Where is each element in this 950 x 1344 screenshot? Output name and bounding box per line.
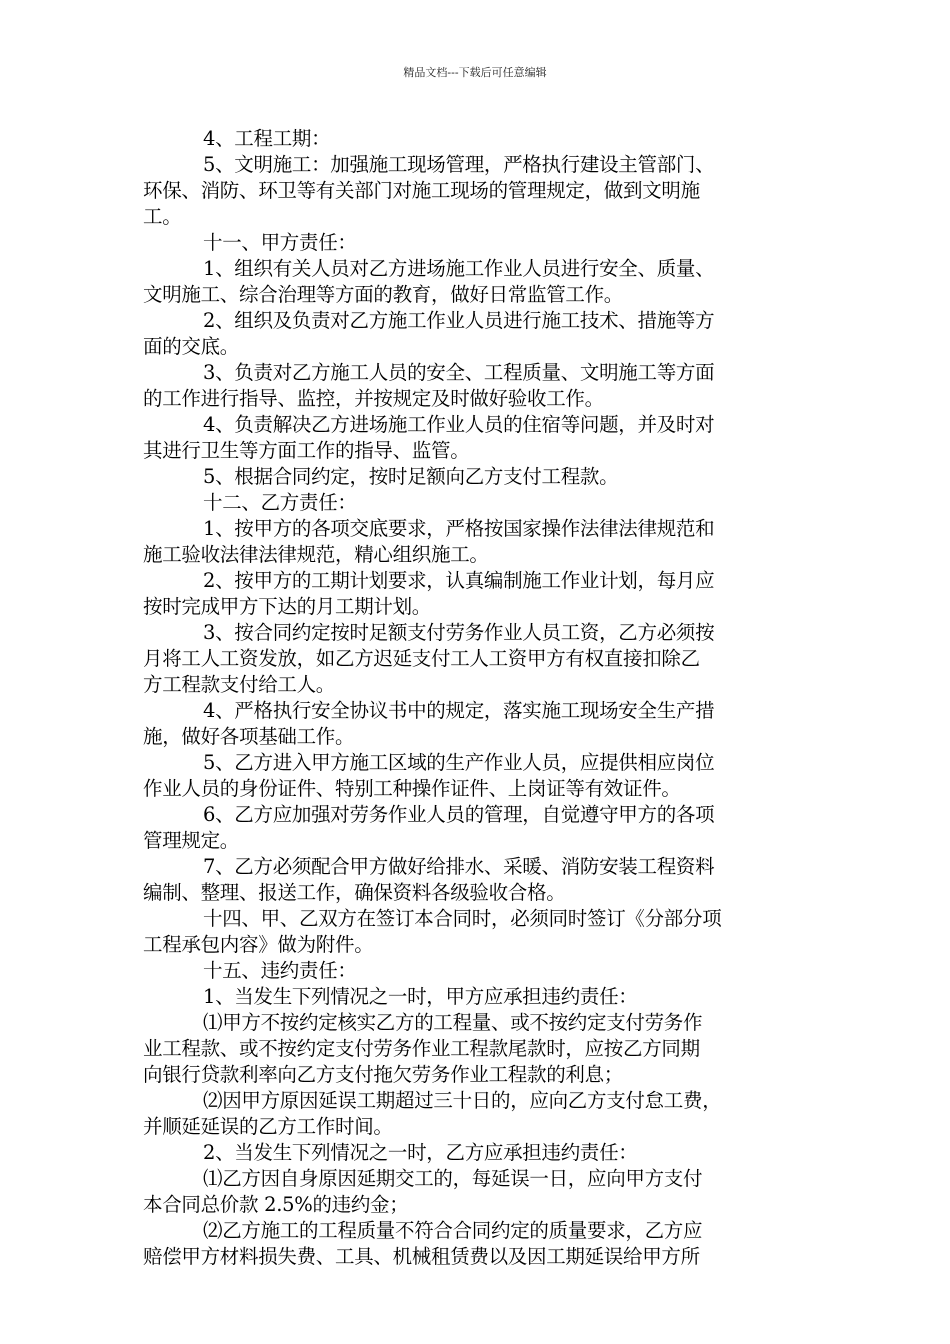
text-line: ⑵因甲方原因延误工期超过三十日的，应向乙方支付怠工费，	[203, 1089, 722, 1112]
text-line: ⑴甲方不按约定核实乙方的工程量、或不按约定支付劳务作	[203, 1011, 703, 1034]
text-line: 工程承包内容》做为附件。	[143, 933, 374, 956]
text-line: 6、乙方应加强对劳务作业人员的管理，自觉遵守甲方的各项	[203, 803, 715, 826]
text-line: ⑴乙方因自身原因延期交工的，每延误一日，应向甲方支付	[203, 1167, 703, 1190]
text-line: 赔偿甲方材料损失费、工具、机械租赁费以及因工期延误给甲方所	[143, 1245, 700, 1268]
text-line: 作业人员的身份证件、特别工种操作证件、上岗证等有效证件。	[143, 777, 681, 800]
text-line: 2、按甲方的工期计划要求，认真编制施工作业计划，每月应	[203, 569, 715, 592]
text-line: 2、组织及负责对乙方施工作业人员进行施工技术、措施等方	[203, 309, 715, 332]
text-line: 管理规定。	[143, 829, 240, 852]
text-line: 其进行卫生等方面工作的指导、监管。	[143, 439, 470, 462]
text-line: 并顺延延误的乙方工作时间。	[143, 1115, 393, 1138]
text-line: 5、文明施工：加强施工现场管理，严格执行建设主管部门、	[203, 153, 715, 176]
document-body	[143, 126, 809, 1270]
text-line: 文明施工、综合治理等方面的教育，做好日常监管工作。	[143, 283, 624, 306]
text-line: 环保、消防、环卫等有关部门对施工现场的管理规定，做到文明施	[143, 179, 700, 202]
text-line: 十一、甲方责任：	[203, 231, 357, 254]
text-line: 十五、违约责任：	[203, 959, 357, 982]
text-line: 十四、甲、乙双方在签订本合同时，必须同时签订《分部分项	[203, 907, 722, 930]
text-line: 本合同总价款 2.5%的违约金；	[143, 1193, 409, 1216]
text-line: 的工作进行指导、监控，并按规定及时做好验收工作。	[143, 387, 604, 410]
text-line: 施，做好各项基础工作。	[143, 725, 355, 748]
text-line: 1、当发生下列情况之一时，甲方应承担违约责任：	[203, 985, 638, 1008]
text-line: 工。	[143, 205, 182, 228]
text-line: 3、负责对乙方施工人员的安全、工程质量、文明施工等方面	[203, 361, 715, 384]
text-line: 1、组织有关人员对乙方进场施工作业人员进行安全、质量、	[203, 257, 715, 280]
text-line: 面的交底。	[143, 335, 240, 358]
text-line: 7、乙方必须配合甲方做好给排水、采暖、消防安装工程资料	[203, 855, 715, 878]
text-line: 4、严格执行安全协议书中的规定，落实施工现场安全生产措	[203, 699, 715, 722]
text-line: ⑵乙方施工的工程质量不符合合同约定的质量要求，乙方应	[203, 1219, 703, 1242]
text-line: 4、工程工期：	[203, 127, 331, 150]
text-line: 编制、整理、报送工作，确保资料各级验收合格。	[143, 881, 566, 904]
page-header: 精品文档---下载后可任意编辑	[403, 66, 547, 79]
text-line: 向银行贷款利率向乙方支付拖欠劳务作业工程款的利息；	[143, 1063, 624, 1086]
text-line: 月将工人工资发放，如乙方迟延支付工人工资甲方有权直接扣除乙	[143, 647, 700, 670]
text-line: 施工验收法律法律规范，精心组织施工。	[143, 543, 489, 566]
text-line: 5、乙方进入甲方施工区域的生产作业人员，应提供相应岗位	[203, 751, 715, 774]
text-line: 5、根据合同约定，按时足额向乙方支付工程款。	[203, 465, 619, 488]
text-line: 1、按甲方的各项交底要求，严格按国家操作法律法律规范和	[203, 517, 715, 540]
text-line: 4、负责解决乙方进场施工作业人员的住宿等问题，并及时对	[203, 413, 715, 436]
text-line: 3、按合同约定按时足额支付劳务作业人员工资，乙方必须按	[203, 621, 715, 644]
text-line: 十二、乙方责任：	[203, 491, 357, 514]
text-line: 方工程款支付给工人。	[143, 673, 336, 696]
text-line: 业工程款、或不按约定支付劳务作业工程款尾款时，应按乙方同期	[143, 1037, 700, 1060]
text-line: 按时完成甲方下达的月工期计划。	[143, 595, 432, 618]
text-line: 2、当发生下列情况之一时，乙方应承担违约责任：	[203, 1141, 638, 1164]
